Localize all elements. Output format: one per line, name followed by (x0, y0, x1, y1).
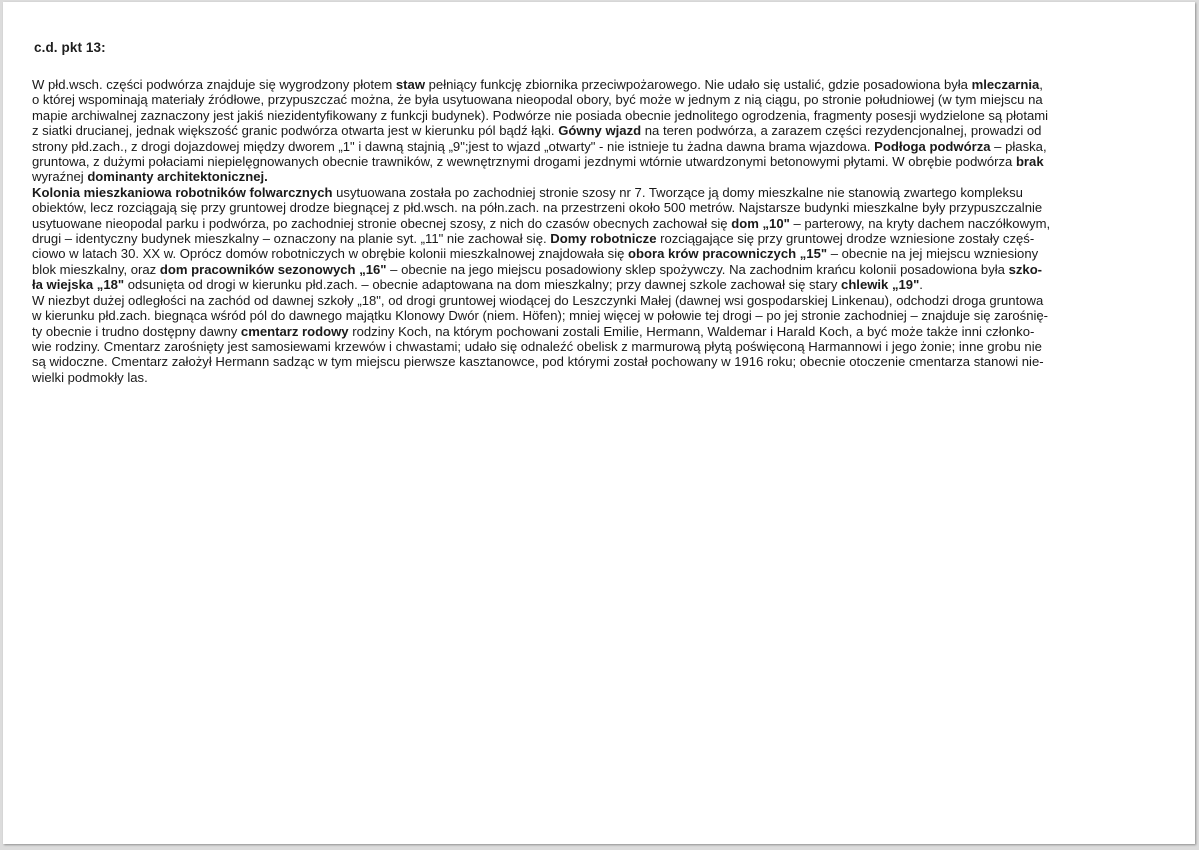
text-segment: obiektów, lecz rozciągają się przy gruntowej drodze biegnącej z płd.wsch. na półn.zach. na przestrzeni około 500 metrów. Najstarsze budynki mieszkalne były przypuszczalnie (32, 200, 1043, 216)
bold-text: dom „10" (731, 215, 790, 231)
text-segment: mapie archiwalnej zaznaczony jest jakiś niezidentyfikowany z funkcji budynek). Podwórze nie posiada obecnie jednolitego ogrodzenia, fragmenty posesji wydzielone są płotami (32, 107, 1049, 123)
text-segment: rozciągające się przy gruntowej drodze wzniesione zostały częś- (656, 231, 1035, 247)
text-segment: wyraźnej (32, 169, 88, 185)
text-line (32, 139, 1160, 154)
text-segment: – parterowy, na kryty dachem naczółkowym, (789, 215, 1051, 231)
document-page (3, 2, 1195, 844)
text-segment: wielki podmokły las. (32, 369, 148, 385)
bold-text: szko- (1008, 261, 1043, 277)
text-line (32, 231, 1160, 246)
bold-text: obora krów pracowniczych „15" (628, 246, 828, 262)
bold-text: dominanty architektonicznej. (87, 169, 268, 185)
text-segment: . (919, 277, 923, 293)
text-line (32, 185, 1160, 200)
text-line (32, 354, 1160, 369)
text-segment: – obecnie na jej miejscu wzniesiony (827, 246, 1039, 262)
body-text (32, 77, 1160, 385)
text-segment: usytuowane nieopodal parku i podwórza, po zachodniej stronie obecnej szosy, z nich do czasów obecnych zachował się (32, 215, 732, 231)
bold-text: mleczarnia (971, 77, 1040, 92)
text-segment: drugi – identyczny budynek mieszkalny – oznaczony na planie syt. „11" nie zachował się. (32, 231, 551, 247)
text-segment: ciowo w latach 30. XX w. Oprócz domów robotniczych w obrębie kolonii mieszkalnowej znajdowała się (32, 246, 629, 262)
text-segment: na teren podwórza, a zarazem części rezydencjonalnej, prowadzi od (641, 123, 1042, 139)
text-segment: – płaska, (990, 138, 1047, 154)
text-line (32, 324, 1160, 339)
text-line (32, 92, 1160, 107)
text-line (32, 200, 1160, 215)
text-line (32, 246, 1160, 261)
text-segment: pełniący funkcję zbiornika przeciwpożarowego. Nie udało się ustalić, gdzie posadowiona była (425, 77, 972, 92)
bold-text: Domy robotnicze (550, 231, 657, 247)
text-line (32, 308, 1160, 323)
text-line (32, 277, 1160, 292)
text-line (32, 339, 1160, 354)
text-line (32, 77, 1160, 92)
text-line (32, 169, 1160, 184)
text-segment: blok mieszkalny, oraz (32, 261, 160, 277)
bold-text: chlewik „19" (841, 277, 920, 293)
text-line (32, 108, 1160, 123)
text-segment: W płd.wsch. części podwórza znajduje się wygrodzony płotem (32, 77, 396, 92)
text-segment: usytuowana została po zachodniej stronie szosy nr 7. Tworzące ją domy mieszkalne nie stanowią zwartego kompleksu (332, 184, 1023, 200)
text-segment: W niezbyt dużej odległości na zachód od dawnej szkoły „18", od drogi gruntowej wiodącej do Leszczynki Małej (dawnej wsi gospodarskiej Linkenau), odchodzi droga gruntowa (32, 292, 1044, 308)
bold-text: Kolonia mieszkaniowa robotników folwarcznych (32, 184, 333, 200)
text-segment: strony płd.zach., z drogi dojazdowej między dworem „1" i dawną stajnią „9";jest to wjazd „otwarty" - nie istnieje tu żadna dawna brama wjazdowa. (32, 138, 875, 154)
text-segment: ty obecnie i trudno dostępny dawny (32, 323, 241, 339)
text-line (32, 154, 1160, 169)
text-segment: – obecnie na jego miejscu posadowiony sklep spożywczy. Na zachodnim krańcu kolonii posadowiona była (386, 261, 1009, 277)
text-segment: odsunięta od drogi w kierunku płd.zach. – obecnie adaptowana na dom mieszkalny; przy dawnej szkole zachował się stary (124, 277, 842, 293)
text-line (32, 123, 1160, 138)
text-segment: gruntowa, z dużymi połaciami niepielęgnowanych obecnie trawników, z wewnętrznymi drogami jezdnymi wtórnie utwardzonymi betonowymi płytami. W obrębie podwórza (32, 154, 1016, 170)
bold-text: ła wiejska „18" (32, 277, 125, 293)
text-segment: w kierunku płd.zach. biegnąca wśród pól do dawnego majątku Klonowy Dwór (niem. Höfen); mniej więcej w połowie tej drogi – po jej stronie zachodniej – znajduje się zarośnię- (32, 308, 1049, 324)
text-segment: z siatki drucianej, jednak większość granic podwórza otwarta jest w kierunku pól bądź łąki. (32, 123, 559, 139)
text-line (32, 262, 1160, 277)
text-segment: , (1039, 77, 1043, 92)
text-segment: wie rodziny. Cmentarz zarośnięty jest samosiewami krzewów i chwastami; udało się odnaleźć obelisk z marmurową płytą poświęconą Harmannowi i jego żonie; inne grobu nie (32, 338, 1042, 354)
bold-text: brak (1015, 154, 1044, 170)
text-line (32, 216, 1160, 231)
text-segment: są widoczne. Cmentarz założył Hermann sadząc w tym miejscu pierwsze kasztanowce, pod którymi został pochowany w 1916 roku; obecnie otoczenie cmentarza stanowi nie- (32, 354, 1044, 370)
bold-text: Podłoga podwórza (874, 138, 991, 154)
bold-text: cmentarz rodowy (240, 323, 349, 339)
text-line (32, 370, 1160, 385)
text-segment: rodziny Koch, na którym pochowani zostali Emilie, Hermann, Waldemar i Harald Koch, a być może także inni członko- (348, 323, 1035, 339)
bold-text: dom pracowników sezonowych „16" (159, 261, 387, 277)
text-line (32, 293, 1160, 308)
bold-text: staw (395, 77, 425, 92)
bold-text: Gówny wjazd (558, 123, 642, 139)
text-segment: o której wspominają materiały źródłowe, przypuszczać można, że była usytuowana nieopodal obory, być może w jednym z nią ciągu, po stronie południowej (w tym miejscu na (32, 92, 1043, 108)
page-heading: c.d. pkt 13: (34, 40, 106, 55)
